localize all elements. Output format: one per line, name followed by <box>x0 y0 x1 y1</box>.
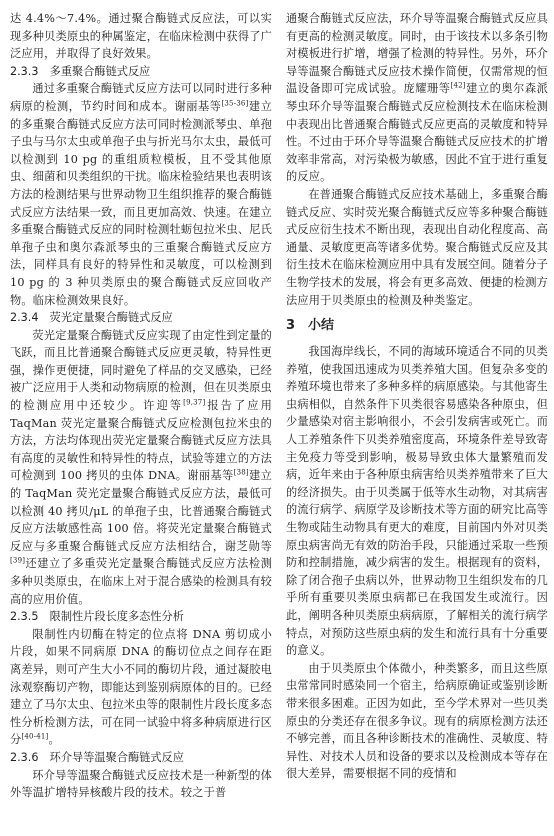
text-run: 通过多重聚合酶链式反应方法可以同时进行多种病原的检测，节约时间和成本。谢丽基等 <box>10 82 272 113</box>
paragraph-multiplex-pcr <box>10 80 272 309</box>
text-run: 建立的奥尔森派琴虫环介导等温聚合酶链式反应检测技术在临床检测中表现出比普通聚合酶链式反应更高的灵敏度和特异性。不过由于环介导等温聚合酶链式反应技术的扩增效率非常高，对污染极为敏感，因此不宜于进行重复的反应。 <box>286 82 548 184</box>
paragraph-rflp <box>10 626 272 749</box>
text-run: 报告了应用 TaqMan 荧光定量聚合酶链式反应检测包拉米虫的方法，方法均体现出荧光定量聚合酶链式反应方法具有高度的灵敏性和特异性的特点，试验等建立的方法可检测到 100 拷贝的虫体 DNA。谢丽基等 <box>10 399 272 483</box>
citation-ref: [9,37] <box>183 398 206 407</box>
paragraph-conclusion-2: 由于贝类原虫个体微小，种类繁多，而且这些原虫常常同时感染同一个宿主，给病原确证或鉴别诊断带来很多困难。正因为如此，至今学术界对一些贝类原虫的分类还存在很多争议。现有的病原检测方法还不够完善，而且各种诊断技术的准确性、灵敏度、特异性、对技术人员和设备的要求以及检测成本等存在很大差异，需要根据不同的疫情和 <box>286 661 548 781</box>
text-run: 建立的 TaqMan 荧光定量聚合酶链式反应方法，最低可以检测 40 拷贝/μL 的单孢子虫，比普通聚合酶链式反应方法敏感性高 100 倍。将荧光定量聚合酶链式反应与多重聚合酶链式反应方法相结合，谢芝勋等 <box>10 469 272 553</box>
citation-ref: [42] <box>450 81 466 90</box>
right-column <box>286 10 548 783</box>
citation-ref: [40-41] <box>21 732 49 741</box>
text-run: 通聚合酶链式反应法，环介导等温聚合酶链式反应具有更高的检测灵敏度。同时，由于该技术以多条引物对模板进行扩增，增强了检测的特异性。另外，环介导等温聚合酶链式反应技术操作简便，仅需常规的恒温设备即可完成试验。庞耀珊等 <box>286 12 548 96</box>
text-run: 荧光定量聚合酶链式反应实现了由定性到定量的飞跃，而且比普通聚合酶链式反应更灵敏，特异性更强，操作更便捷，同时避免了样品的交叉感染，已经被广泛应用于人类和动物病原的检测，但在贝类原虫的检测应用中还较少。许迎等 <box>10 328 272 413</box>
paragraph-continued: 达 4.4%～7.4%。通过聚合酶链式反应法，可以实现多种贝类原虫的种属鉴定，在临床检测中获得了广泛应用，并取得了良好效果。 <box>10 12 272 61</box>
text-run: 。 <box>48 733 60 747</box>
text-run: 还建立了多重荧光定量聚合酶链式反应方法检测多种贝类原虫，在临床上对于混合感染的检测具有较高的应用价值。 <box>10 557 272 606</box>
section-heading-2-3-5: 2.3.5 限制性片段长度多态性分析 <box>10 610 184 624</box>
text-run: 建立的多重聚合酶链式反应方法可同时检测派琴虫、单孢子虫与马尔太虫或单孢子虫与折光马尔太虫，最低可以检测到 10 pg 的重组质粒模板，且不受其他原虫、细菌和贝类组织的干扰。临床检验结果也表明该方法的检测结果与世界动物卫生组织推荐的聚合酶链式反应方法结果一致，而且更加高效、快速。在建立多重聚合酶链式反应的同时检测牡蛎包拉米虫、尼氏单孢子虫和奥尔森派琴虫的三重聚合酶链式反应方法，同样具有良好的特异性和灵敏度，可以检测到 10 pg 的 3 种贝类原虫的聚合酶链式反应回收产物。临床检测效果良好。 <box>10 99 272 307</box>
citation-ref: [38] <box>233 468 249 477</box>
paragraph-qpcr <box>10 327 272 609</box>
paragraph-conclusion-1: 我国海岸线长，不同的海域环境适合不同的贝类养殖，使我国迅速成为贝类养殖大国。但复杂多变的养殖环境也带来了多种多样的病原感染。与其他寄生虫病相似，自然条件下贝类很容易感染各种原虫，但少量感染对宿主影响很小，不会引发病害或死亡。而人工养殖条件下贝类养殖密度高，环境条件差导致寄主免疫力等受到影响，极易导致虫体大量繁殖而发病，近年来由于各种原虫病害给贝类养殖带来了巨大的经济损失。由于贝类属于低等水生动物，对其病害的流行病学、病原学及诊断技术等方面的研究比高等生物或陆生动物具有更大的难度，目前国内外对贝类原虫病害尚无有效的防治手段，只能通过采取一些预防和控制措施，减少病害的发生。根据现有的资料，除了闭合孢子虫病以外，世界动物卫生组织发布的几乎所有重要贝类原虫病都已在我国发生或流行。因此，阐明各种贝类原虫病病原，了解相关的流行病学特点，对预防这些原虫病的发生和流行具有十分重要的意义。 <box>286 345 548 658</box>
section-title: 小结 <box>308 318 335 334</box>
section-heading-2-3-6: 2.3.6 环介导等温聚合酶链式反应 <box>10 750 184 764</box>
section-heading-3 <box>286 315 548 337</box>
section-heading-2-3-3: 2.3.3 多重聚合酶链式反应 <box>10 64 151 78</box>
section-heading-2-3-4: 2.3.4 荧光定量聚合酶链式反应 <box>10 311 173 325</box>
paragraph-lamp: 环介导等温聚合酶链式反应技术是一种新型的体外等温扩增特异核酸片段的技术。较之于普 <box>10 768 272 800</box>
paragraph-pcr-summary: 在普通聚合酶链式反应技术基础上，多重聚合酶链式反应、实时荧光聚合酶链式反应等多种聚合酶链式反应衍生技术不断出现，表现出自动化程度高、高通量、灵敏度更高等诸多优势。聚合酶链式反应及其衍生技术在临床检测应用中具有发展空间。随着分子生物学技术的发展，将会有更多高效、便捷的检测方法应用于贝类原虫的检测及种类鉴定。 <box>286 187 548 307</box>
section-number: 3 <box>286 318 296 334</box>
citation-ref: [39] <box>10 556 26 565</box>
citation-ref: [35-36] <box>221 99 249 108</box>
text-run: 限制性内切酶在特定的位点将 DNA 剪切成小片段，如果不同病原 DNA 的酶切位点之间存在距离差异，则可产生大小不同的酶切片段，通过凝胶电泳观察酶切产物，即能达到鉴别病原体的目的。已经建立了马尔太虫、包拉米虫等的限制性片段长度多态性分析检测方法，可在同一试验中将多种病原进行区分 <box>10 627 272 747</box>
left-column <box>10 10 272 802</box>
paragraph-lamp-continued <box>286 10 548 186</box>
